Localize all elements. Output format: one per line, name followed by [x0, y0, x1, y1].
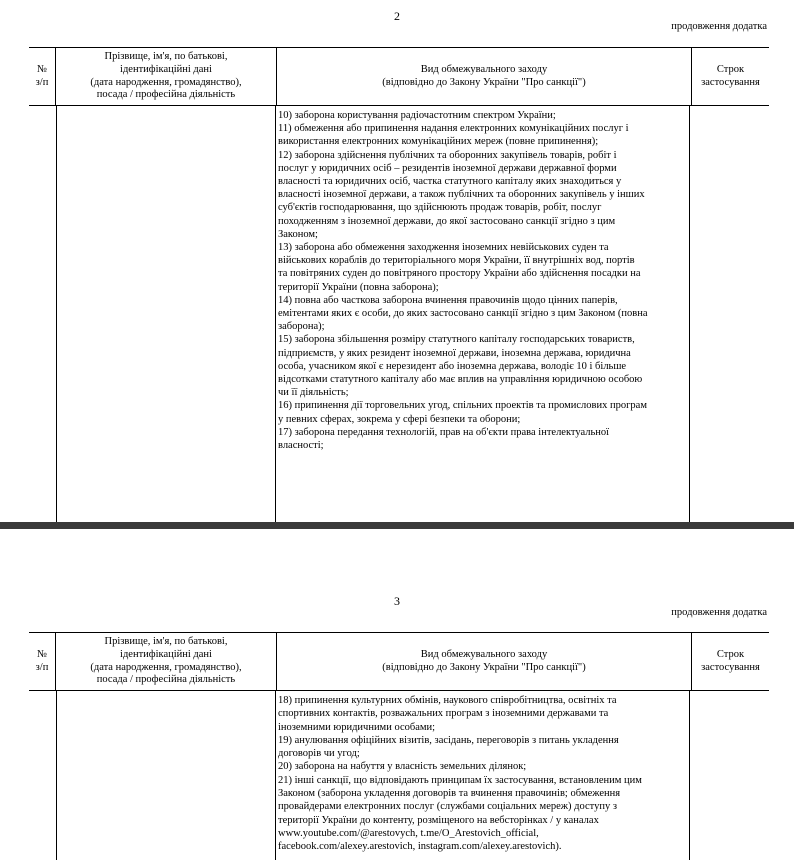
page-separator	[0, 522, 794, 529]
list-line: використання електронних комунікаційних мереж (повне припинення);	[278, 136, 599, 148]
header-measure-cell: Вид обмежувального заходу (відповідно до Закону України "Про санкції")	[277, 48, 692, 106]
list-line: території України (повна заборона);	[278, 281, 439, 293]
column-divider	[56, 106, 57, 522]
header-term-cell: Строк застосування	[692, 48, 770, 106]
document-page-3	[0, 529, 794, 860]
list-line: 14) повна або часткова заборона вчинення правочинів щодо цінних паперів,	[278, 294, 618, 306]
list-line: провайдерами електронних послуг (службами соціальних мереж) доступу з	[278, 801, 618, 813]
list-line: відсотками статутного капіталу або має вплив на управління юридичною особою	[278, 374, 643, 386]
continuation-label: продовження додатка	[671, 607, 767, 618]
list-line: іноземними юридичними особами;	[278, 721, 436, 733]
list-line: спортивних контактів, розважальних програм з іноземними державами та	[278, 708, 609, 720]
list-line: підприємств, у яких резидент іноземної держави, іноземна держава, юридична	[278, 347, 631, 359]
list-line: 13) заборона або обмеження заходження іноземних невійськових суден та	[278, 242, 609, 254]
column-divider	[275, 691, 276, 860]
list-line: 19) анулювання офіційних візитів, засідань, переговорів з питань укладення	[278, 734, 619, 746]
list-line: походженням з іноземної держави, до якої застосовано санкції згідно з цим	[278, 215, 616, 227]
list-line: 16) припинення дії торговельних угод, спільних проектів та промислових програм	[278, 400, 647, 412]
column-divider	[56, 691, 57, 860]
list-line: власності іноземної держави, а також публічних та оборонних закупівель у інших	[278, 189, 645, 201]
list-line: власності;	[278, 440, 324, 452]
list-line: 10) заборона користування радіочастотним спектром України;	[278, 110, 556, 121]
list-line: 17) заборона передання технологій, прав на об'єкти права інтелектуальної	[278, 426, 610, 438]
list-line: Законом;	[278, 228, 318, 240]
sanctions-list	[278, 694, 698, 854]
header-number-cell: № з/п	[29, 48, 56, 106]
list-line: території України до контенту, розміщеного на вебсторінках / у каналах	[278, 814, 599, 826]
list-line: власності та юридичних осіб, частка статутного капіталу яких знаходиться у	[278, 176, 622, 188]
list-line: заборона);	[278, 321, 325, 333]
list-line: у певних сферах, зокрема у сфері безпеки та оборони;	[278, 413, 521, 425]
header-person-cell: Прізвище, ім'я, по батькові, ідентифікаційні дані (дата народження, громадянство), посада / професійна діяльність	[56, 633, 277, 691]
table-header	[29, 47, 769, 106]
list-line: 15) заборона збільшення розміру статутного капіталу господарських товариств,	[278, 334, 635, 346]
list-line: facebook.com/alexey.arestovich, instagram.com/alexey.arestovich).	[278, 841, 562, 853]
list-line: 20) заборона на набуття у власність земельних ділянок;	[278, 761, 527, 773]
list-line: послуг у юридичних осіб – резидентів іноземної держави державної форми	[278, 162, 617, 174]
header-term-cell: Строк застосування	[692, 633, 770, 691]
list-line: суб'єктів господарювання, що здійснюють продаж товарів, робіт, послуг	[278, 202, 602, 214]
header-measure-cell: Вид обмежувального заходу (відповідно до Закону України "Про санкції")	[277, 633, 692, 691]
list-line: чи її діяльність;	[278, 387, 349, 399]
list-line: військових кораблів до територіального моря України, її внутрішніх вод, портів	[278, 255, 635, 267]
list-line: 18) припинення культурних обмінів, наукового співробітництва, освітніх та	[278, 695, 617, 706]
list-line: та повітряних суден до повітряного простору України або здійснення посадки на	[278, 268, 641, 280]
list-line: www.youtube.com/@arestovych, t.me/O_Arestovich_official,	[278, 827, 539, 839]
page-number: 2	[394, 9, 400, 23]
list-line: 21) інші санкції, що відповідають принципам їх застосування, встановленим цим	[278, 774, 642, 786]
list-line: емітентами яких є особи, до яких застосовано санкції згідно з цим Законом (повна	[278, 308, 648, 320]
list-line: 11) обмеження або припинення надання електронних комунікаційних послуг і	[278, 123, 629, 135]
list-line: Законом (заборона укладення договорів та вчинення правочинів; обмеження	[278, 788, 621, 800]
continuation-label: продовження додатка	[671, 21, 767, 32]
list-line: 12) заборона здійснення публічних та оборонних закупівель товарів, робіт і	[278, 149, 617, 161]
list-line: особа, учасником якої є нерезидент або іноземна держава, володіє 10 і більше	[278, 360, 627, 372]
column-divider	[275, 106, 276, 522]
header-number-cell: № з/п	[29, 633, 56, 691]
header-person-cell: Прізвище, ім'я, по батькові, ідентифікаційні дані (дата народження, громадянство), посада / професійна діяльність	[56, 48, 277, 106]
sanctions-list	[278, 109, 698, 452]
page-number: 3	[394, 594, 400, 608]
list-line: договорів чи угод;	[278, 748, 360, 760]
table-header	[29, 632, 769, 691]
